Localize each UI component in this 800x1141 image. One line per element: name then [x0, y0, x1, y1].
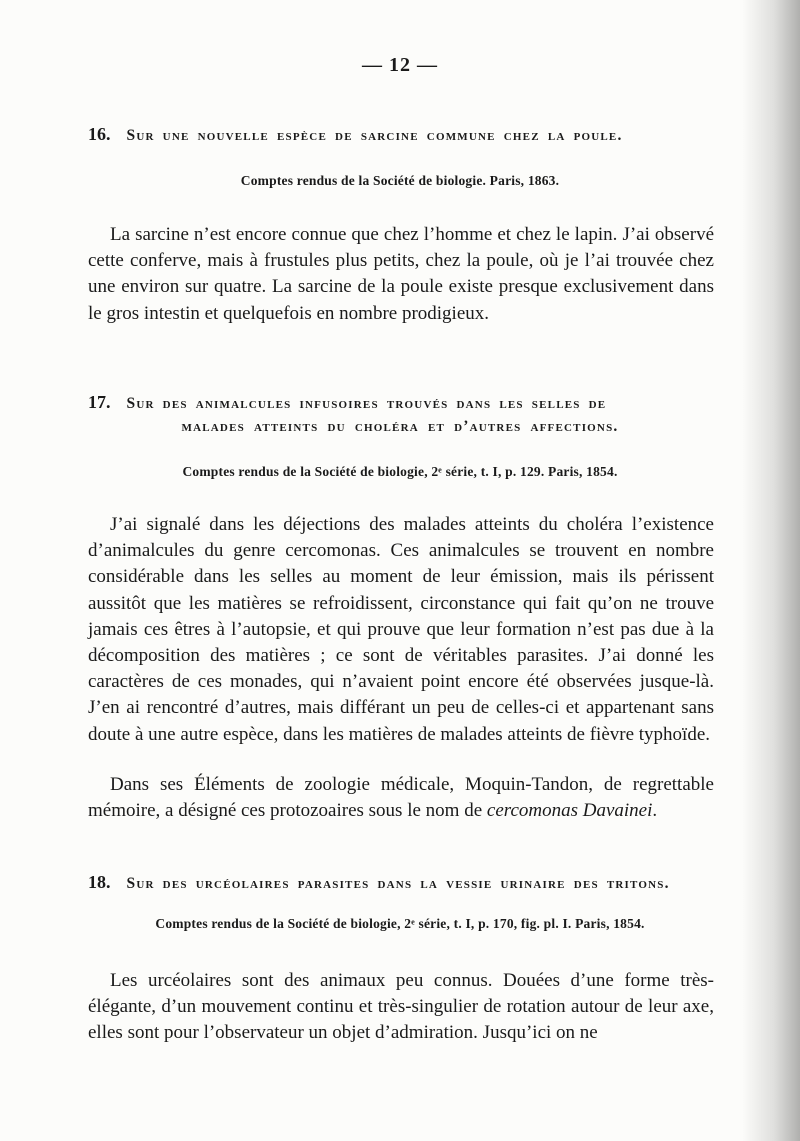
- entry-16-paragraph: La sarcine n’est encore connue que chez l’homme et chez le lapin. J’ai observé cette conferve, mais à frustules plus petits, chez la poule, où je l’ai trouvée chez une environ sur quatre. La sarcine de la poule existe presque exclusivement dans le gros intestin et quelquefois en nombre prodigieux.: [88, 224, 714, 324]
- scan-page-edge: [742, 0, 800, 1141]
- entry-17-heading-continued: malades atteints du choléra et d’autres affections.: [181, 418, 619, 435]
- page-number: — 12 —: [362, 54, 438, 76]
- entry-17-citation: Comptes rendus de la Société de biologie, 2ᵉ série, t. I, p. 129. Paris, 1854.: [182, 464, 618, 479]
- species-name: cercomonas Davainei: [486, 800, 653, 822]
- entry-16-citation: Comptes rendus de la Société de biologie. Paris, 1863.: [240, 173, 560, 188]
- paragraph-text: Dans ses Éléments de zoologie médicale, Moquin-Tandon, de regrettable mémoire, a désigné ces protozoaires sous le nom de: [88, 774, 714, 822]
- entry-16-heading: [88, 124, 720, 145]
- entry-number: 16.: [88, 124, 111, 144]
- entry-number: 18.: [88, 872, 111, 892]
- entry-18-heading: [88, 872, 720, 893]
- entry-17-paragraph-1: J’ai signalé dans les déjections des malades atteints du choléra l’existence d’animalcules du genre cercomonas. Ces animalcules se trouvent en nombre considérable dans les selles au moment de leur émission, mais ils périssent aussitôt que les matières se refroidissent, circonstance qui fait qu’on ne trouve jamais ces êtres à l’autopsie, et qui prouve que leur formation n’est pas due à la décomposition des matières ; ce sont de véritables parasites. J’ai donné les caractères de ces monades, qui n’avaient point encore été observées jusque-là. J’en ai rencontré d’autres, mais différant un peu de celles-ci et appartenant sans doute à une autre espèce, dans les matières de malades atteints de fièvre typhoïde.: [88, 514, 714, 745]
- paragraph-end: .: [652, 800, 658, 822]
- entry-title: Sur des urcéolaires parasites dans la vessie urinaire des tritons.: [126, 875, 670, 892]
- entry-18-paragraph: Les urcéolaires sont des animaux peu connus. Douées d’une forme très-élégante, d’un mouvement continu et très-singulier de rotation autour de leur axe, elles sont pour l’observateur un objet d’admiration. Jusqu’ici on ne: [88, 970, 714, 1044]
- entry-17-paragraph-2: [88, 772, 714, 824]
- entry-17-heading: [88, 392, 720, 413]
- entry-18-citation: Comptes rendus de la Société de biologie, 2ᵉ série, t. I, p. 170, fig. pl. I. Paris, 1854.: [155, 916, 645, 931]
- entry-number: 17.: [88, 392, 111, 412]
- entry-title: Sur une nouvelle espèce de sarcine commune chez la poule.: [126, 127, 623, 144]
- entry-title: Sur des animalcules infusoires trouvés dans les selles de: [126, 395, 607, 412]
